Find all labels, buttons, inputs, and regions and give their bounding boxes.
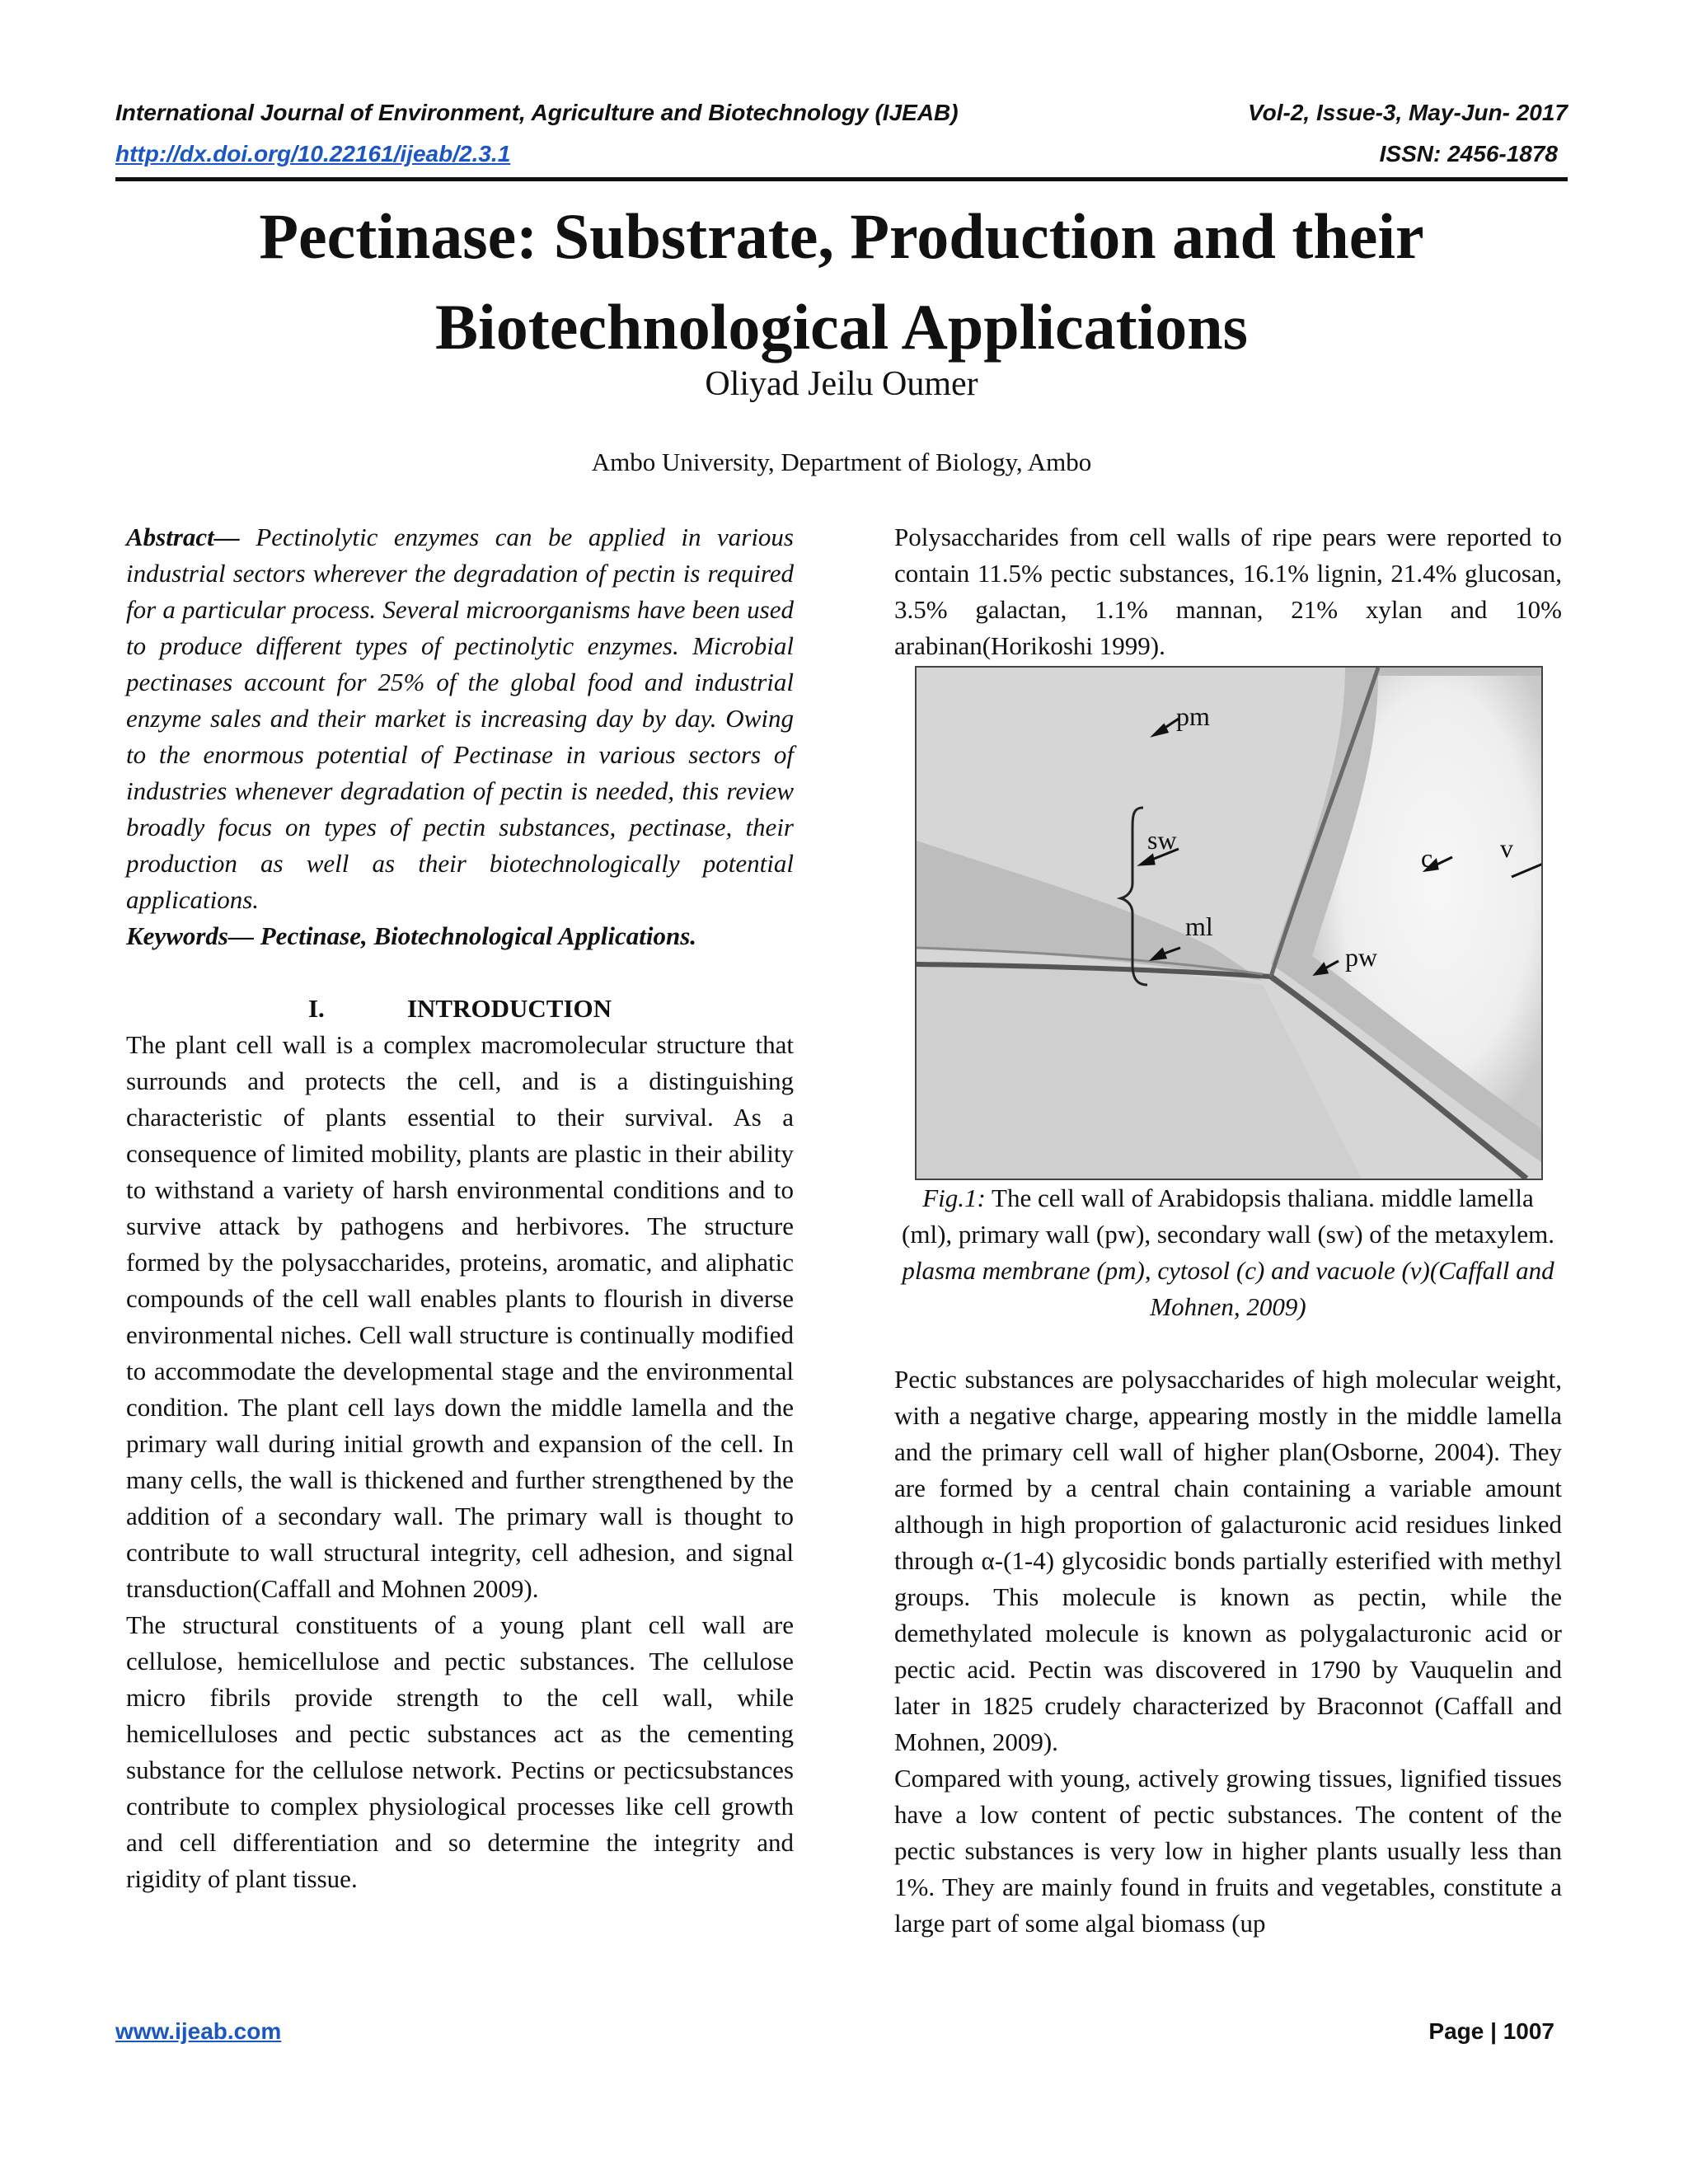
abstract-text: Pectinolytic enzymes can be applied in various industrial sectors wherever the degradation of pectin is required for a particular process. Several microorganisms have been used to produce different types of pectinolytic enzymes. Microbial pectinases account for 25% of the global food and industrial enzyme sales and their market is increasing day by day. Owing to the enormous potential of Pectinase in various sectors of industries whenever degradation of pectin is needed, this review broadly focus on types of pectin substances, pectinase, their production as well as their biotechnologically potential applications. [126, 523, 794, 914]
page-number: Page | 1007 [1428, 2018, 1554, 2044]
author: Oliyad Jeilu Oumer [705, 365, 978, 403]
label-pw: pw [1345, 942, 1378, 972]
label-pm: pm [1176, 701, 1210, 731]
section-title: INTRODUCTION [406, 994, 612, 1023]
right-paragraph-2: Pectic substances are polysaccharides of high molecular weight, with a negative charge, appearing mostly in the middle lamella and the primary cell wall of higher plan(Osborne, 2004). They are formed by a central chain containing a variable amount although in high proportion of galacturonic acid residues linked through α-(1-4) glycosidic bonds partially esterified with methyl groups. This molecule is known as pectin, while the demethylated molecule is known as polygalacturonic acid or pectic acid. Pectin was discovered in 1790 by Vauquelin and later in 1825 crudely characterized by Braconnot (Caffall and Mohnen, 2009). [894, 1365, 1562, 1756]
affiliation: Ambo University, Department of Biology, Ambo [591, 448, 1092, 476]
right-paragraph-3: Compared with young, actively growing tissues, lignified tissues have a low content of pectic substances. The content of the pectic substances is very low in higher plants usually less than 1%. They are mainly found in fruits and vegetables, constitute a large part of some algal biomass (up [894, 1764, 1562, 1938]
right-column-bottom [894, 1361, 1562, 1942]
label-sw: sw [1147, 825, 1177, 855]
right-paragraph-1: Polysaccharides from cell walls of ripe pears were reported to contain 11.5% pectic substances, 16.1% lignin, 21.4% glucosan, 3.5% galactan, 1.1% mannan, 21% xylan and 10% arabinan(Horikoshi 1999). [894, 523, 1562, 660]
issn: ISSN: 2456-1878 [1379, 141, 1558, 166]
section-heading [126, 991, 794, 1027]
volume-issue: Vol-2, Issue-3, May-Jun- 2017 [1248, 100, 1568, 125]
journal-name: International Journal of Environment, Agriculture and Biotechnology (IJEAB) [115, 100, 959, 125]
intro-paragraph-1: The plant cell wall is a complex macromolecular structure that surrounds and protects the cell, and is a distinguishing characteristic of plants essential to their survival. As a consequence of limited mobility, plants are plastic in their ability to withstand a variety of harsh environmental conditions and to survive attack by pathogens and herbivores. The structure formed by the polysaccharides, proteins, aromatic, and aliphatic compounds of the cell wall enables plants to flourish in diverse environmental niches. Cell wall structure is continually modified to accommodate the developmental stage and the environmental condition. The plant cell lays down the middle lamella and the primary wall during initial growth and expansion of the cell. In many cells, the wall is thickened and further strengthened by the addition of a secondary wall. The primary wall is thought to contribute to wall structural integrity, cell adhesion, and signal transduction(Caffall and Mohnen 2009). [126, 1030, 794, 1603]
paper-title [115, 191, 1568, 373]
caption-part-2: plasma membrane (pm), cytosol (c) and vacuole (v)(Caffall and Mohnen, 2009) [902, 1256, 1554, 1321]
cell-wall-micrograph [915, 666, 1543, 1180]
label-c: c [1421, 843, 1433, 873]
micrograph-svg [917, 668, 1541, 1179]
label-v: v [1500, 833, 1513, 863]
abstract-label: Abstract— [126, 523, 240, 551]
right-column-top [894, 519, 1562, 664]
intro-paragraph-2: The structural constituents of a young plant cell wall are cellulose, hemicellulose and pectic substances. The cellulose micro fibrils provide strength to the cell wall, while hemicelluloses and pectic substances act as the cementing substance for the cellulose network. Pectins or pecticsubstances contribute to complex physiological processes like cell growth and cell differentiation and so determine the integrity and rigidity of plant tissue. [126, 1610, 794, 1893]
header-rule [115, 177, 1568, 181]
doi-link[interactable]: http://dx.doi.org/10.22161/ijeab/2.3.1 [115, 141, 511, 166]
section-number: I. [307, 994, 325, 1023]
website-link[interactable]: www.ijeab.com [115, 2018, 282, 2044]
caption-fig-label: Fig.1: [922, 1183, 986, 1212]
title-line-1: Pectinase: Substrate, Production and their [259, 200, 1424, 272]
label-ml: ml [1185, 912, 1213, 941]
keywords: Keywords— Pectinase, Biotechnological Applications. [126, 921, 697, 950]
left-column [126, 519, 794, 1897]
caption-part-1: The cell wall of Arabidopsis thaliana. middle lamella (ml), primary wall (pw), secondary wall (sw) of the metaxylem. [902, 1183, 1554, 1249]
abstract [126, 519, 794, 918]
figure-caption [894, 1180, 1562, 1325]
title-line-2: Biotechnological Applications [435, 291, 1248, 363]
